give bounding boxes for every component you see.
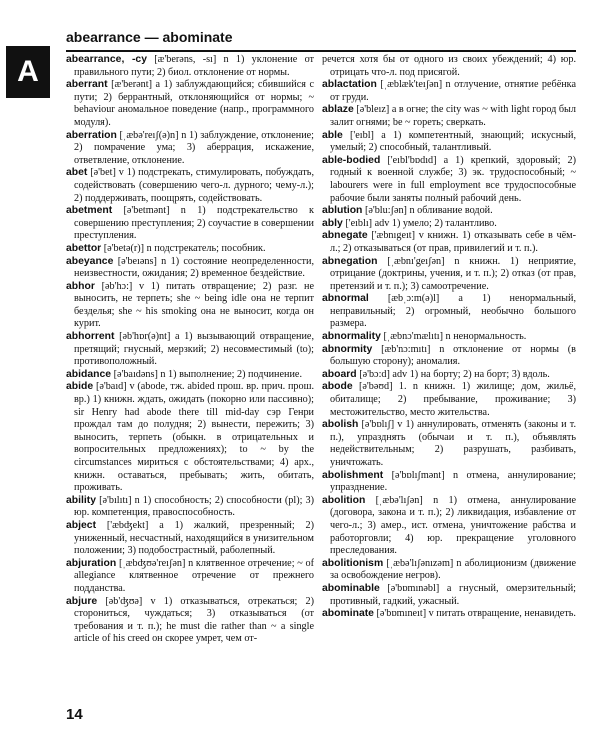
entry-definition: [æbˌɔ:m(ə)l] a 1) ненормальный, неправильный; 2) огромный, необычно большого размера. [330,293,576,330]
entry-definition: [ə'bɒlıʃ] v 1) аннулировать, отменять (законы и т. п.), упразднять (обычаи и т. п.), объявлять недействительным; 2) разрушать, разбивать, уничтожать. [330,419,576,468]
entry-headword: abidance [66,368,112,380]
entry-headword: abjure [66,595,98,607]
dictionary-entry [66,596,314,646]
dictionary-entry [322,558,576,583]
dictionary-entry [322,419,576,469]
entry-headword: abominable [322,582,380,594]
entry-definition: ['eıblı] adv 1) умело; 2) талантливо. [342,217,497,229]
entry-headword: abettor [66,242,102,254]
dictionary-entry [66,331,314,369]
entry-definition: [ˌæbə'lıʃən] n 1) отмена, аннулирование (договора, закона и т. п.); 2) ликвидация, избавление от чего-л.; 3) амер., ист. отмена, уничтожение рабства и работорговли; 4) юр. прекращение уголовного преследования. [330,494,576,557]
dictionary-entry [66,130,314,168]
entry-headword: abet [66,167,88,179]
entry-definition: [ə'bet] v 1) подстрекать, стимулировать, побуждать, содействовать (совершению чего-л. дурного; чему-л.); 2) поддерживать, поощрять, содействовать. [74,167,314,204]
dictionary-entry [322,218,576,231]
dictionary-entry [66,79,314,129]
entry-headword: aboard [322,368,357,380]
entry-headword: abhorrent [66,331,115,343]
entry-definition: [ə'bılıtı] n 1) способность; 2) способности (pl); 3) юр. компетенция, правоспособность. [74,494,314,519]
entry-headword: abolitionism [322,557,384,569]
dictionary-entry [66,520,314,558]
entry-definition: [ə'bɔ:d] adv 1) на борту; 2) на борт; 3) вдоль. [356,368,550,380]
entry-headword: abeyance [66,255,114,267]
entry-headword: ably [322,217,343,229]
section-letter-tab: A [6,46,50,98]
entry-definition: [ə'bɒmınəbl] a гнусный, омерзительный; противный, гадкий, ужасный. [330,582,576,607]
entry-definition: [ə'baıdəns] n 1) выполнение; 2) подчинение. [111,368,302,380]
entry-headword: abnegation [322,255,378,267]
entry-definition: [əb'hɔ:] v 1) питать отвращение; 2) разг. не выносить, не терпеть; she ~ being idle она не терпит безделья; she ~ his smoking она не выносит, когда он курит. [74,280,314,330]
dictionary-entry [322,608,576,621]
entry-definition: [ˌæbnı'geıʃən] n книжн. 1) неприятие, отрицание (доктрины, учения, и т. п.); 2) отказ (от прав, претензий и т. п.); 3) самоотречение. [330,255,576,292]
entry-definition: [ə'betmənt] n 1) подстрекательство к совершению преступления; 2) соучастие в совершении преступления. [74,205,314,242]
running-head: abearrance — abominate [66,28,576,52]
dictionary-entry [322,79,576,104]
entry-headword: abhor [66,280,95,292]
entry-headword: ablactation [322,79,377,91]
entry-definition: [ˌæbʤʊə'reıʃən] n клятвенное отречение; ~ of allegiance клятвенное отречение от прежнего подданства. [74,557,314,594]
page-number: 14 [66,706,83,723]
entry-definition: [ə'bɒlıʃmənt] n отмена, аннулирование; упразднение. [330,469,576,494]
dictionary-entry [322,230,576,255]
entry-headword: abolition [322,494,366,506]
dictionary-entry [322,381,576,419]
dictionary-entry [322,331,576,344]
dictionary-entry [322,130,576,155]
entry-headword: ability [66,494,97,506]
entry-definition: [ə'betə(r)] n подстрекатель; пособник. [101,242,266,254]
dictionary-entry [66,495,314,520]
entry-definition: [ə'bɒmıneıt] v питать отвращение, ненавидеть. [373,608,576,620]
dictionary-entry [322,583,576,608]
entry-headword: abode [322,381,353,393]
entry-definition: ['eıbl'bɒdıd] a 1) крепкий, здоровый; 2) годный к военной службе; 3) эк. трудоспособный; ~ labourers were in full employment все трудоспособные рабочие были заняты полный рабочий день. [330,154,576,204]
entry-headword: ablution [322,205,363,217]
entry-definition: [əb'ʤʊə] v 1) отказываться, отрекаться; 2) сторониться, чуждаться; 3) отказываться (от требования и т. п.); he must die rather than ~ a single article of his creed он скорее умрет, чем от- [74,595,314,645]
entry-headword: abide [66,381,94,393]
dictionary-entry [66,54,314,79]
entry-definition: [ə'bleız] a в огне; the city was ~ with light город был залит огнями; be ~ гореть; сверкать. [330,104,576,128]
entry-headword: aberrant [66,79,108,91]
entry-headword: abnegate [322,230,368,242]
entry-headword: abnormal [322,293,369,305]
entry-definition: ['eıbl] a 1) компетентный, знающий; искусный, умелый; 2) способный, талантливый. [330,129,576,154]
dictionary-entry [66,256,314,281]
left-column [66,54,314,694]
entry-definition: [ˌæbnɔ'mælıtı] n ненормальность. [380,331,527,343]
entry-definition: [æb'nɔ:mıtı] n отклонение от нормы (в большую сторону); аномалия. [330,343,576,368]
entry-headword: aberration [66,129,117,141]
entry-headword: abject [66,519,97,531]
dictionary-entry [66,369,314,382]
entry-headword: abetment [66,205,113,217]
entry-headword: ablaze [322,104,354,116]
dictionary-entry [66,381,314,494]
dictionary-entry [66,558,314,596]
entry-headword: able [322,129,343,141]
entry-definition: [ə'bəʊd] 1. n книжн. 1) жилище; дом, жильё, обиталище; 2) пребывание, проживание; 3) местожительство, место жительства. [330,381,576,418]
entry-headword: abominate [322,608,374,620]
entry-definition: [əb'hɒr(ə)nt] a 1) вызывающий отвращение, претящий; гнусный, мерзкий; 2) несовместимый (to); противоположный. [74,331,314,368]
dictionary-entry [322,369,576,382]
dictionary-entry [322,470,576,495]
entry-definition: ['æbʤekt] a 1) жалкий, презренный; 2) униженный, несчастный, находящийся в унизительном положении; 3) подобострастный, раболепный. [74,519,314,557]
entry-headword: abolish [322,419,359,431]
entry-headword: able-bodied [322,154,381,166]
dictionary-entry [322,495,576,558]
entry-definition: [ə'blu:ʃən] n обливание водой. [362,205,493,217]
dictionary-entry [66,281,314,331]
entry-definition: [æ'berənt] a 1) заблуждающийся; сбившийся с пути; 2) беррантный, отклоняющийся от нормы; ~ behaviour аномальное поведение (напр., программного модуля). [74,79,314,128]
entry-definition: [ˌæblæk'teıʃən] n отлучение, отнятие ребёнка от груди. [330,79,576,103]
entry-headword: abnormality [322,331,381,343]
entry-headword: abnormity [322,343,373,355]
dictionary-entry [322,155,576,205]
entry-definition: [æ'berəns, -sı] n 1) уклонение от правильного пути; 2) биол. отклонение от нормы. [74,54,314,78]
entry-definition: [ˌæbə'lıʃənızəm] n аболиционизм (движение за освобождение негров). [330,557,576,582]
entry-definition: [ˌæbə'reıʃ(ə)n] n 1) заблуждение, отклонение; 2) помрачение ума; 3) аберрация, искажение, ответвление, отклонение. [74,129,314,166]
dictionary-entry [66,243,314,256]
dictionary-entry [322,293,576,331]
right-column [322,54,576,694]
dictionary-entry [322,256,576,294]
dictionary-entry [322,54,576,79]
dictionary-entry [322,344,576,369]
dictionary-entry [322,104,576,129]
entry-headword: abolishment [322,469,384,481]
entry-definition: ['æbnıgeıt] v книжн. 1) отказывать себе в чём-л.; 2) отказываться (от прав, привилегий и т. п.). [330,230,576,254]
entry-definition: [ə'baıd] v (abode, тж. abided прош. вр. прич. прош. вр.) 1) книжн. ждать, ожидать (покорно или пассивно); sir Henry had abode there till mid-day сэр Генри прождал там до полудня; 2) вынести, пережить; 3) выносить, терпеть (обыкн. в отрицательных и вопросительных предложениях); to ~ by the circumstances мириться с обстоятельствами; 4) арх., книжн. оставаться, пребывать; жить, обитать, проживать. [74,381,314,494]
dictionary-entry [322,205,576,218]
dictionary-entry [66,205,314,243]
entry-definition: [ə'beıəns] n 1) состояние неопределенности, неизвестности, ожидания; 2) временное бездействие. [74,255,314,280]
entry-definition: речется хотя бы от одного из своих убеждений; 4) юр. отрицать что-л. под присягой. [322,54,576,78]
dictionary-entry [66,167,314,205]
entry-headword: abearrance, -cy [66,54,147,65]
entry-headword: abjuration [66,557,117,569]
